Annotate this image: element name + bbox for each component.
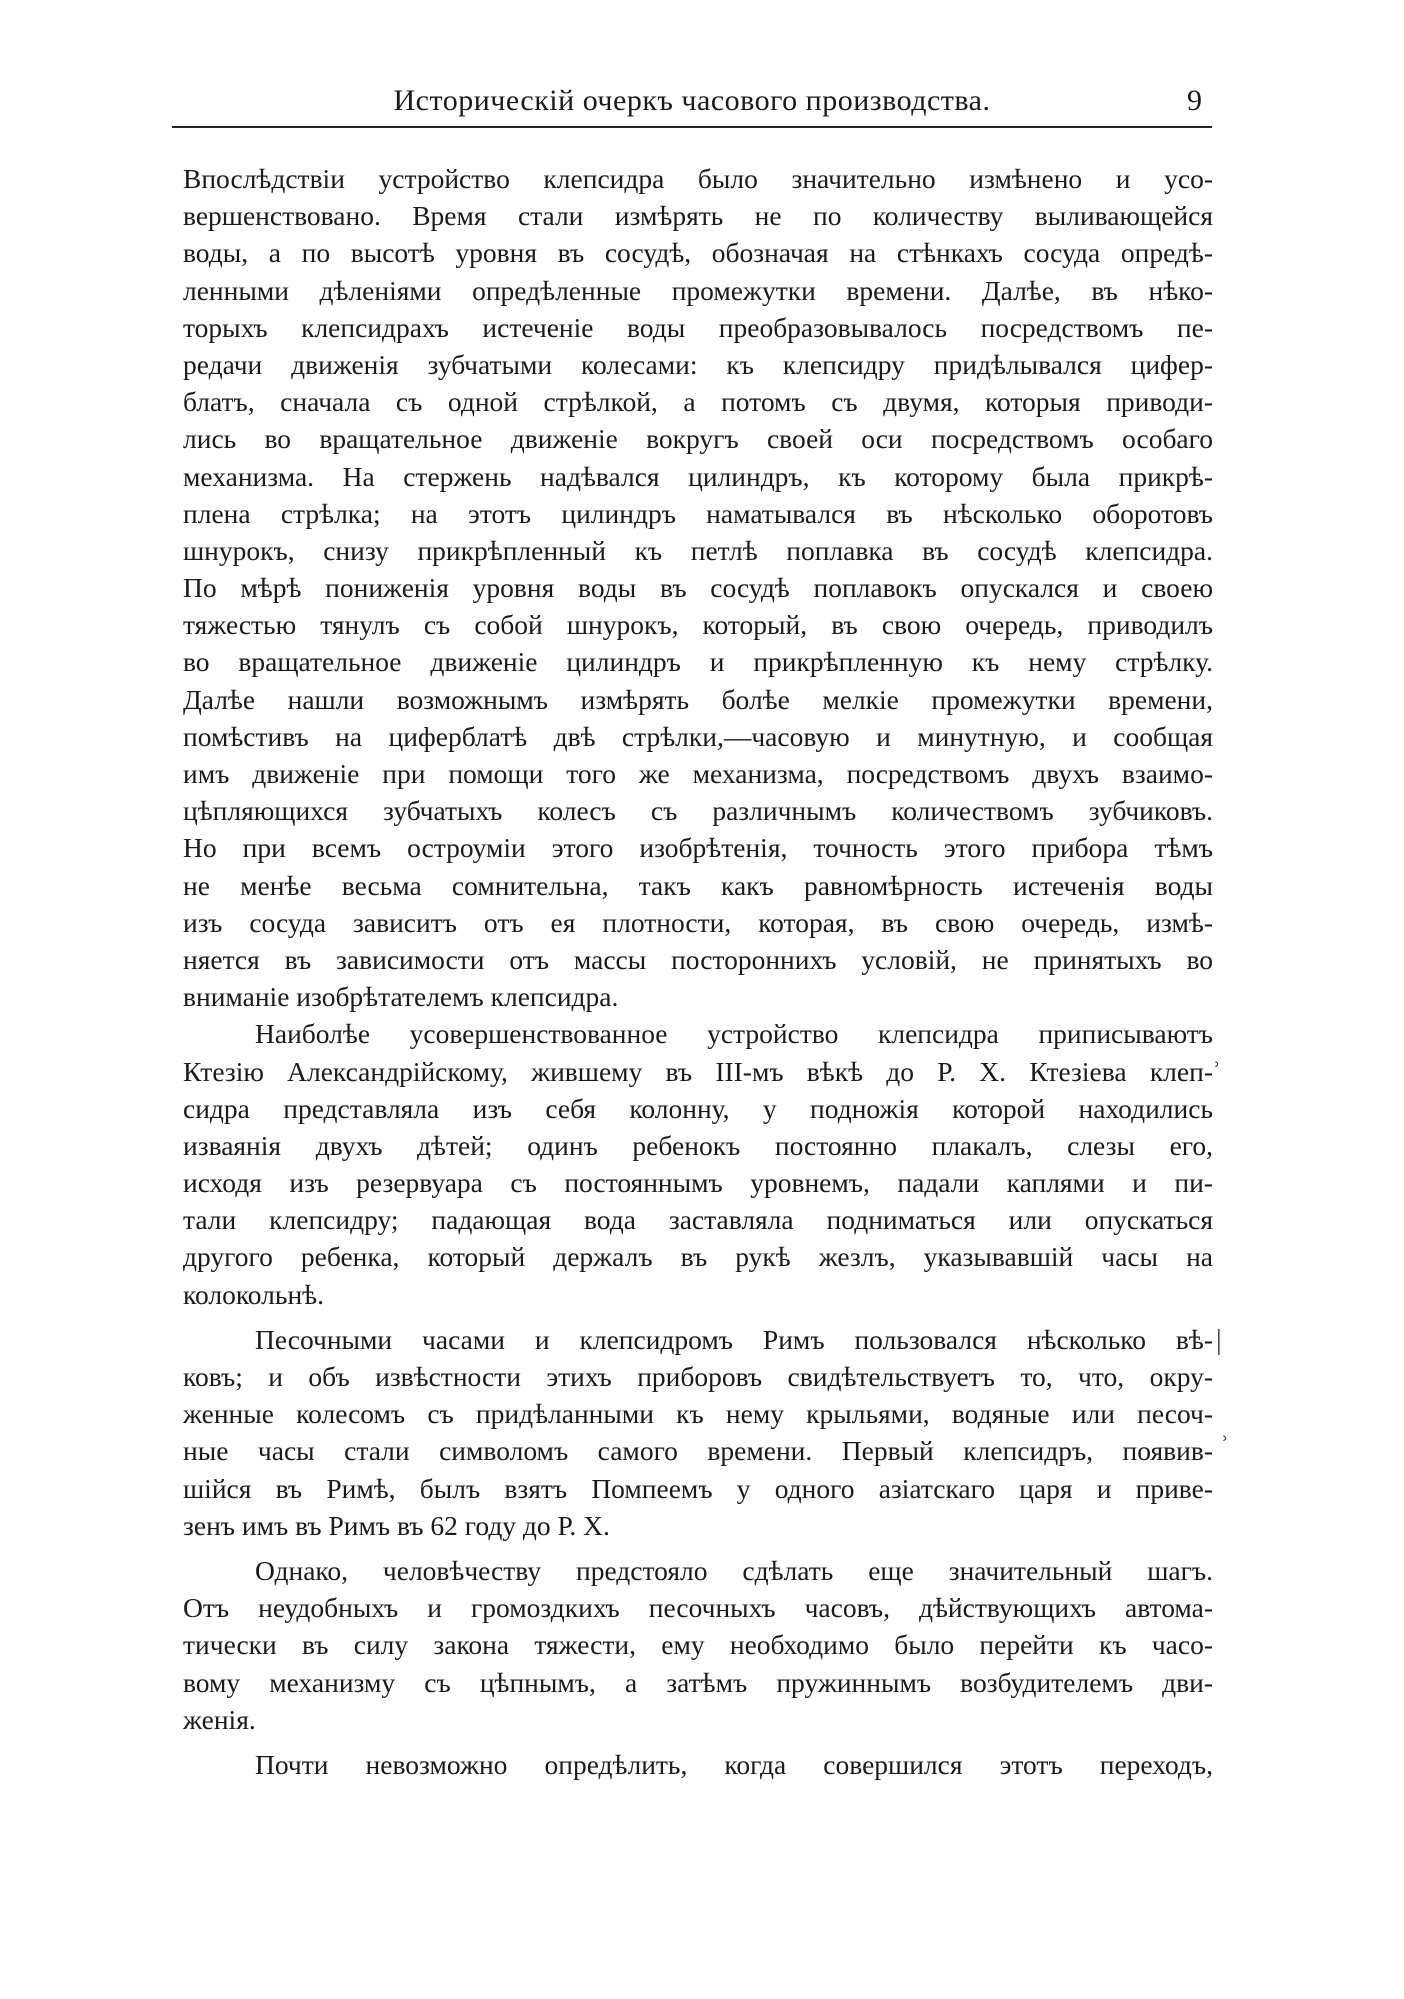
text-line: изваянія двухъ дѣтей; одинъ ребенокъ постоянно плакалъ, слезы его, [183,1129,1213,1161]
text-line: Однако, человѣчеству предстояло сдѣлать еще значительный шагъ. [255,1554,1213,1586]
text-line: Отъ неудобныхъ и громоздкихъ песочныхъ часовъ, дѣйствующихъ автома- [183,1592,1213,1624]
text-line: вершенствовано. Время стали измѣрять не по количеству выливающейся [183,200,1213,232]
text-line: во вращательное движеніе цилиндръ и прикрѣпленную къ нему стрѣлку. [183,646,1213,678]
text-line: изъ сосуда зависитъ отъ ея плотности, которая, въ свою очередь, измѣ- [183,906,1213,938]
text-line: Наиболѣе усовершенствованное устройство клепсидра приписываютъ [255,1018,1213,1050]
text-line: Впослѣдствіи устройство клепсидра было значительно измѣнено и усо- [183,163,1213,194]
text-line: зенъ имъ въ Римъ въ 62 году до Р. Х. [183,1509,610,1541]
text-line: няется въ зависимости отъ массы постороннихъ условій, не принятыхъ во [183,943,1213,975]
text-line: Далѣе нашли возможнымъ измѣрять болѣе мелкіе промежутки времени, [183,683,1213,715]
text-line: женные колесомъ съ придѣланными къ нему крыльями, водяные или песоч- [183,1398,1213,1430]
text-line: тически въ силу закона тяжести, ему необходимо было перейти къ часо- [183,1629,1213,1661]
text-line: тали клепсидру; падающая вода заставляла подниматься или опускаться [183,1204,1213,1236]
text-line: Песочными часами и клепсидромъ Римъ пользовался нѣсколько вѣ- [255,1323,1213,1355]
text-line: Почти невозможно опредѣлить, когда совершился этотъ переходъ, [255,1748,1213,1780]
text-line: торыхъ клепсидрахъ истеченіе воды преобразовывалось посредствомъ пе- [183,311,1213,343]
text-line: ные часы стали символомъ самого времени. Первый клепсидръ, появив- [183,1435,1213,1467]
text-line: Ктезію Александрійскому, жившему въ III-мъ вѣкѣ до Р. Х. Ктезіева клеп- [183,1055,1213,1087]
text-line: ленными дѣленіями опредѣленные промежутки времени. Далѣе, въ нѣко- [183,274,1213,306]
margin-mark: ʾ [1212,1058,1222,1089]
paragraph-5 [183,1746,1213,1783]
page-number: 9 [1187,84,1202,117]
text-line: тяжестью тянулъ съ собой шнурокъ, который, въ свою очередь, приводилъ [183,609,1213,641]
text-line: шійся въ Римѣ, былъ взятъ Помпеемъ у одного азіатскаго царя и приве- [183,1472,1213,1504]
margin-mark: ˒ [1220,1418,1230,1449]
text-line: воды, а по высотѣ уровня въ сосудѣ, обозначая на стѣнкахъ сосуда опредѣ- [183,237,1213,269]
text-line: плена стрѣлка; на этотъ цилиндръ наматывался въ нѣсколько оборотовъ [183,497,1213,529]
paragraph-4 [183,1552,1213,1738]
text-line: другого ребенка, который держалъ въ рукѣ жезлъ, указывавшій часы на [183,1241,1213,1273]
text-line: Но при всемъ остроуміи этого изобрѣтенія, точность этого прибора тѣмъ [183,832,1213,864]
text-line: шнурокъ, снизу прикрѣпленный къ петлѣ поплавка въ сосудѣ клепсидра. [183,534,1213,566]
paragraph-2 [183,1015,1213,1313]
running-title: Историческій очеркъ часового производства. [393,84,991,117]
text-line: вниманіе изобрѣтателемъ клепсидра. [183,981,619,1013]
text-line: не менѣе весьма сомнительна, такъ какъ равномѣрность истеченія воды [183,869,1213,901]
body-text [183,160,1213,1783]
running-header [172,82,1212,128]
text-line: По мѣрѣ пониженія уровня воды въ сосудѣ поплавокъ опускался и своею [183,572,1213,604]
text-line: блатъ, сначала съ одной стрѣлкой, а потомъ съ двумя, которыя приводи- [183,386,1213,418]
text-line: женія. [183,1703,256,1735]
text-line: редачи движенія зубчатыми колесами: къ клепсидру придѣлывался цифер- [183,348,1213,380]
text-line: ковъ; и объ извѣстности этихъ приборовъ свидѣтельствуетъ то, что, окру- [183,1361,1213,1392]
text-line: помѣстивъ на циферблатѣ двѣ стрѣлки,—часовую и минутную, и сообщая [183,720,1213,752]
margin-mark: | [1216,1325,1222,1356]
paragraph-3 [183,1321,1213,1544]
text-line: исходя изъ резервуара съ постояннымъ уровнемъ, падали каплями и пи- [183,1167,1213,1199]
paragraph-1 [183,160,1213,1015]
text-line: цѣпляющихся зубчатыхъ колесъ съ различнымъ количествомъ зубчиковъ. [183,795,1213,827]
text-line: имъ движеніе при помощи того же механизма, посредствомъ двухъ взаимо- [183,758,1213,789]
text-line: вому механизму съ цѣпнымъ, а затѣмъ пружиннымъ возбудителемъ дви- [183,1666,1213,1698]
text-line: механизма. На стержень надѣвался цилиндръ, къ которому была прикрѣ- [183,460,1213,492]
text-line: колокольнѣ. [183,1278,324,1310]
text-line: лись во вращательное движеніе вокругъ своей оси посредствомъ особаго [183,423,1213,455]
text-line: сидра представляла изъ себя колонну, у подножія которой находились [183,1092,1213,1124]
